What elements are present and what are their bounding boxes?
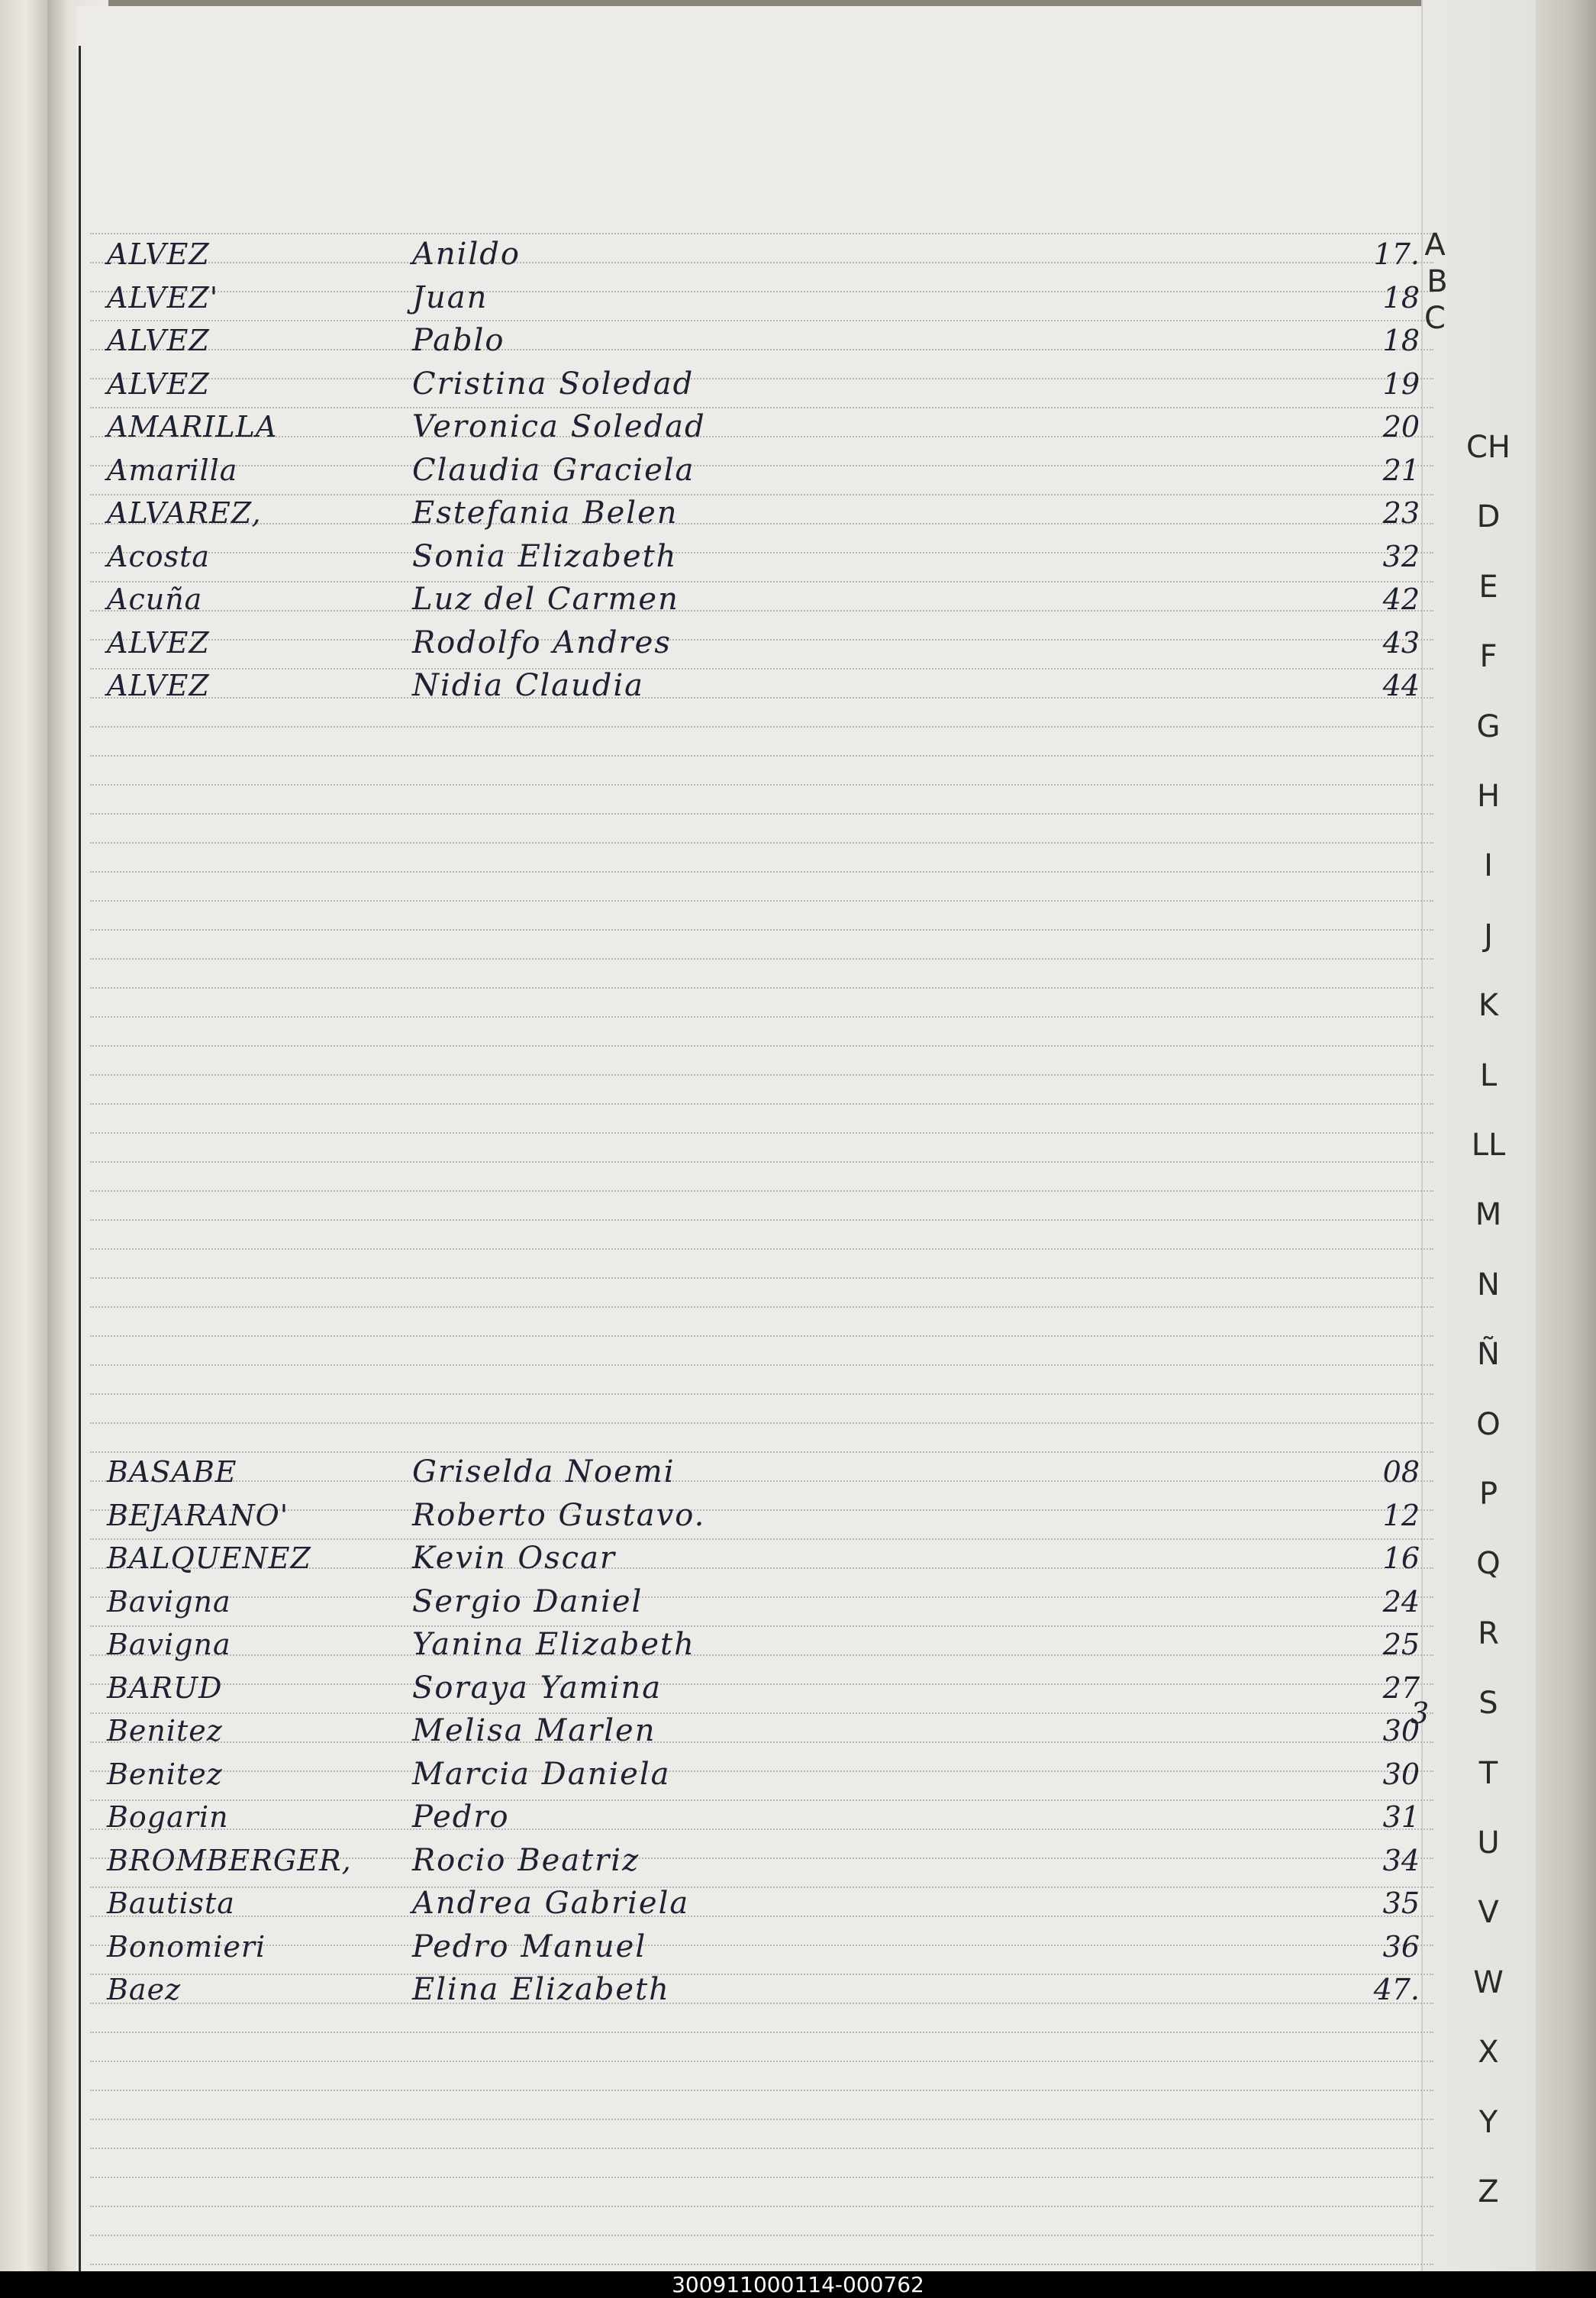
- surname: Bavigna: [107, 1584, 231, 1619]
- surname: Baez: [107, 1973, 182, 2006]
- given-name: Sonia Elizabeth: [412, 538, 678, 574]
- index-tab-letter[interactable]: H: [1476, 779, 1501, 814]
- page-number: 25: [1382, 1628, 1420, 1661]
- given-name: Pedro: [412, 1799, 510, 1835]
- index-tab-letter[interactable]: O: [1476, 1406, 1501, 1442]
- page-number: 17.: [1373, 237, 1420, 271]
- ruled-line: [90, 1248, 1433, 1250]
- page-number: 47.: [1373, 1973, 1420, 2006]
- given-name: Rocio Beatriz: [412, 1842, 640, 1878]
- ledger-entry: [0, 1799, 1420, 1835]
- index-tab-letter[interactable]: Q: [1476, 1546, 1501, 1582]
- ledger-entry: [0, 582, 1420, 617]
- ledger-entry: [0, 323, 1420, 358]
- surname: BASABE: [107, 1455, 237, 1489]
- given-name: Melisa Marlen: [412, 1713, 656, 1748]
- page-number: 24: [1382, 1584, 1420, 1619]
- ledger-entry: [0, 1713, 1420, 1748]
- page-number: 43: [1382, 625, 1420, 660]
- surname: ALVEZ: [107, 625, 210, 660]
- index-tab-letter[interactable]: J: [1484, 918, 1493, 954]
- ruled-line: [90, 407, 1433, 408]
- ledger-entry: [0, 1757, 1420, 1792]
- ruled-line: [90, 2061, 1433, 2062]
- ruled-line: [90, 813, 1433, 815]
- index-tab-letter[interactable]: G: [1476, 708, 1501, 744]
- given-name: Juan: [412, 279, 488, 315]
- ledger-entry: [0, 280, 1420, 315]
- given-name: Pablo: [412, 323, 505, 358]
- given-name: Rodolfo Andres: [412, 625, 672, 660]
- index-tab-letter[interactable]: W: [1473, 1964, 1504, 2000]
- given-name: Roberto Gustavo.: [412, 1497, 706, 1533]
- ledger-entry: [0, 625, 1420, 660]
- page-number: 44: [1382, 669, 1420, 702]
- page-number: 30: [1382, 1714, 1420, 1748]
- index-tab-letter[interactable]: Z: [1478, 2174, 1499, 2209]
- index-tab-letter[interactable]: CH: [1465, 430, 1511, 465]
- surname: ALVAREZ,: [107, 496, 262, 530]
- surname: Benitez: [107, 1757, 223, 1791]
- index-tab-letter[interactable]: S: [1478, 1686, 1498, 1722]
- index-tab-letter[interactable]: D: [1476, 499, 1501, 535]
- page-number: 42: [1382, 583, 1420, 616]
- surname: ALVEZ': [107, 280, 219, 315]
- index-tab-letter[interactable]: M: [1475, 1197, 1502, 1233]
- index-tab-letter[interactable]: R: [1478, 1615, 1499, 1651]
- index-tab-letter[interactable]: L: [1479, 1057, 1498, 1093]
- ledger-entry: [0, 366, 1420, 402]
- ruled-line: [90, 1161, 1433, 1163]
- ruled-line: [90, 1306, 1433, 1308]
- ledger-entry: [0, 1972, 1420, 2007]
- index-tab-letter[interactable]: Ñ: [1477, 1337, 1500, 1373]
- ruled-line: [90, 2206, 1433, 2207]
- given-name: Soraya Yamina: [412, 1670, 663, 1706]
- surname: Bavigna: [107, 1628, 231, 1661]
- index-tab-letter[interactable]: C: [1424, 301, 1446, 336]
- ruled-line: [90, 233, 1433, 234]
- ruled-line: [90, 1045, 1433, 1047]
- ledger-entry: [0, 668, 1420, 703]
- index-tab-letter[interactable]: V: [1478, 1895, 1499, 1931]
- ruled-line: [90, 1538, 1433, 1540]
- given-name: Nidia Claudia: [412, 668, 645, 703]
- ruled-line: [90, 2148, 1433, 2149]
- ruled-line: [90, 726, 1433, 728]
- ruled-line: [90, 2235, 1433, 2236]
- given-name: Pedro Manuel: [412, 1928, 647, 1964]
- ruled-line: [90, 784, 1433, 786]
- given-name: Marcia Daniela: [412, 1756, 671, 1792]
- index-tab-letter[interactable]: U: [1477, 1825, 1500, 1861]
- page-number: 34: [1382, 1843, 1420, 1877]
- ledger-entry: [0, 1541, 1420, 1576]
- surname: Bautista: [107, 1886, 235, 1920]
- index-tab-letter[interactable]: N: [1477, 1267, 1500, 1302]
- page-number: 30: [1382, 1757, 1420, 1791]
- surname: Bonomieri: [107, 1929, 266, 1964]
- ledger-entry: [0, 409, 1420, 444]
- ruled-line: [90, 2264, 1433, 2265]
- given-name: Claudia Graciela: [412, 452, 695, 488]
- index-tab-letter[interactable]: K: [1478, 988, 1499, 1024]
- given-name: Estefania Belen: [412, 495, 679, 531]
- ledger-entry: [0, 1627, 1420, 1662]
- page-number: 32: [1382, 539, 1420, 573]
- page-number: 35: [1382, 1886, 1420, 1920]
- ruled-line: [90, 755, 1433, 757]
- surname: Benitez: [107, 1714, 223, 1748]
- ruled-line: [90, 1277, 1433, 1279]
- page-number: 20: [1382, 410, 1420, 444]
- stray-mark: 3: [1411, 1696, 1430, 1730]
- ruled-line: [90, 842, 1433, 844]
- surname: AMARILLA: [107, 410, 278, 444]
- index-tab-letter[interactable]: Y: [1478, 2104, 1498, 2140]
- index-tab-letter[interactable]: X: [1478, 2035, 1499, 2070]
- ruled-line: [90, 320, 1433, 321]
- index-tab-letter[interactable]: I: [1484, 848, 1493, 884]
- page-number: 18: [1382, 280, 1420, 315]
- surname: ALVEZ: [107, 237, 210, 271]
- ruled-line: [90, 1393, 1433, 1395]
- ruled-line: [90, 1364, 1433, 1366]
- footer-code: 300911000114-000762: [672, 2272, 924, 2297]
- ledger-entry: [0, 1584, 1420, 1619]
- given-name: Yanina Elizabeth: [412, 1627, 695, 1662]
- ruled-line: [90, 929, 1433, 931]
- page-number: 27: [1382, 1670, 1420, 1705]
- given-name: Cristina Soledad: [412, 366, 695, 402]
- ruled-line: [90, 2090, 1433, 2091]
- ledger-entry: [0, 495, 1420, 531]
- ruled-line: [90, 1219, 1433, 1221]
- page-number: 08: [1382, 1455, 1420, 1489]
- page-number: 36: [1382, 1929, 1420, 1964]
- ruled-line: [90, 2032, 1433, 2033]
- given-name: Anildo: [412, 237, 521, 272]
- ruled-line: [90, 1074, 1433, 1076]
- ruled-line: [90, 2119, 1433, 2120]
- surname: BEJARANO': [107, 1498, 289, 1532]
- index-tab-letter[interactable]: A: [1424, 228, 1446, 263]
- given-name: Elina Elizabeth: [412, 1972, 670, 2007]
- ruled-line: [90, 1335, 1433, 1337]
- ledger-entry: [0, 1670, 1420, 1706]
- ruled-line: [90, 1016, 1433, 1018]
- page-number: 21: [1382, 453, 1420, 487]
- surname: BALQUENEZ: [107, 1541, 311, 1575]
- surname: Bogarin: [107, 1800, 229, 1834]
- ruled-line: [90, 1190, 1433, 1192]
- page-edges: [1536, 0, 1596, 2271]
- ruled-line: [90, 987, 1433, 989]
- surname: ALVEZ: [107, 324, 210, 357]
- ledger-entry: [0, 1843, 1420, 1878]
- page-number: 16: [1382, 1541, 1420, 1575]
- ruled-line: [90, 1132, 1433, 1134]
- surname: Acuña: [107, 583, 203, 616]
- surname: ALVEZ: [107, 669, 210, 702]
- surname: BARUD: [107, 1670, 223, 1705]
- given-name: Kevin Oscar: [412, 1541, 617, 1576]
- ruled-line: [90, 871, 1433, 873]
- index-tab-letter[interactable]: LL: [1471, 1128, 1506, 1163]
- ruled-line: [90, 1103, 1433, 1105]
- page-number: 31: [1382, 1800, 1420, 1834]
- ledger-entry: [0, 539, 1420, 574]
- index-tab-letter[interactable]: E: [1478, 569, 1498, 605]
- given-name: Veronica Soledad: [412, 409, 706, 444]
- given-name: Griselda Noemi: [412, 1454, 675, 1490]
- page-number: 23: [1382, 496, 1420, 530]
- index-tab-letter[interactable]: T: [1478, 1755, 1498, 1791]
- surname: ALVEZ: [107, 366, 210, 401]
- page-number: 19: [1382, 366, 1420, 401]
- given-name: Sergio Daniel: [412, 1583, 643, 1619]
- index-tab-letter[interactable]: B: [1427, 264, 1448, 299]
- index-tab-letter[interactable]: P: [1478, 1477, 1498, 1512]
- ruled-line: [90, 2177, 1433, 2178]
- surname: BROMBERGER,: [107, 1843, 352, 1877]
- ledger-entry: [0, 1498, 1420, 1533]
- ledger-entry: [0, 453, 1420, 488]
- ruled-line: [90, 958, 1433, 960]
- given-name: Luz del Carmen: [412, 582, 679, 617]
- page-number: 18: [1382, 324, 1420, 357]
- ledger-entry: [0, 1886, 1420, 1921]
- surname: Acosta: [107, 539, 211, 573]
- page-number: 12: [1382, 1498, 1420, 1532]
- ruled-line: [90, 900, 1433, 902]
- ledger-entry: [0, 1929, 1420, 1964]
- given-name: Andrea Gabriela: [412, 1886, 690, 1921]
- ruled-line: [90, 1422, 1433, 1424]
- index-tab-letter[interactable]: F: [1479, 639, 1498, 675]
- footer-bar: [0, 2271, 1596, 2298]
- surname: Amarilla: [107, 453, 238, 487]
- ruled-line: [90, 1451, 1433, 1453]
- ledger-entry: [0, 1454, 1420, 1490]
- ledger-entry: [0, 237, 1420, 272]
